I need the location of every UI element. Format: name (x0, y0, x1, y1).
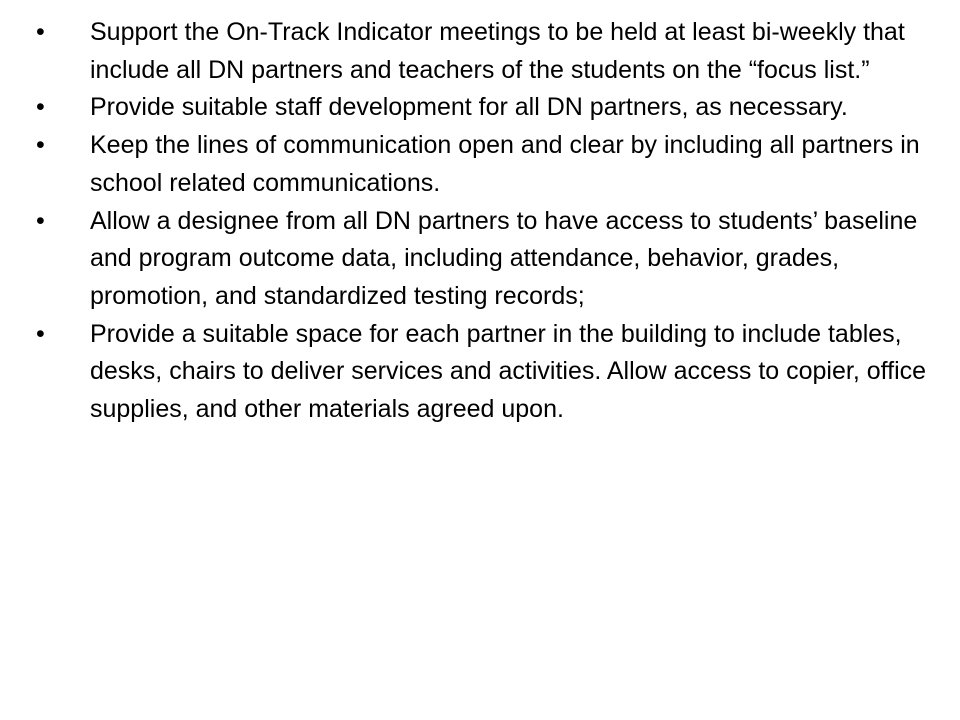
bullet-icon: • (36, 319, 45, 348)
bullet-list (36, 14, 936, 429)
bullet-text: Allow a designee from all DN partners to have access to students’ baseline and program outcome data, including attendance, behavior, grades, promotion, and standardized testing records; (90, 206, 918, 310)
bullet-text: Provide suitable staff development for all DN partners, as necessary. (90, 93, 848, 122)
bullet-icon: • (36, 206, 45, 235)
bullet-item-data-access (36, 203, 936, 316)
bullet-text: Provide a suitable space for each partner in the building to include tables, desks, chairs to deliver services and activities. Allow access to copier, office supplies, and other materials agreed upon. (90, 319, 927, 424)
bullet-item-on-track-meetings (36, 14, 936, 89)
bullet-item-staff-development (36, 89, 936, 127)
bullet-item-communication (36, 127, 936, 202)
bullet-icon: • (36, 131, 45, 160)
bullet-icon: • (36, 18, 45, 46)
bullet-text: Support the On-Track Indicator meetings to be held at least bi-weekly that include all DN partners and teachers of the students on the “focus list.” (90, 18, 905, 84)
bullet-icon: • (36, 93, 45, 122)
bullet-text: Keep the lines of communication open and clear by including all partners in school related communications. (90, 131, 920, 197)
bullet-item-space (36, 316, 936, 429)
